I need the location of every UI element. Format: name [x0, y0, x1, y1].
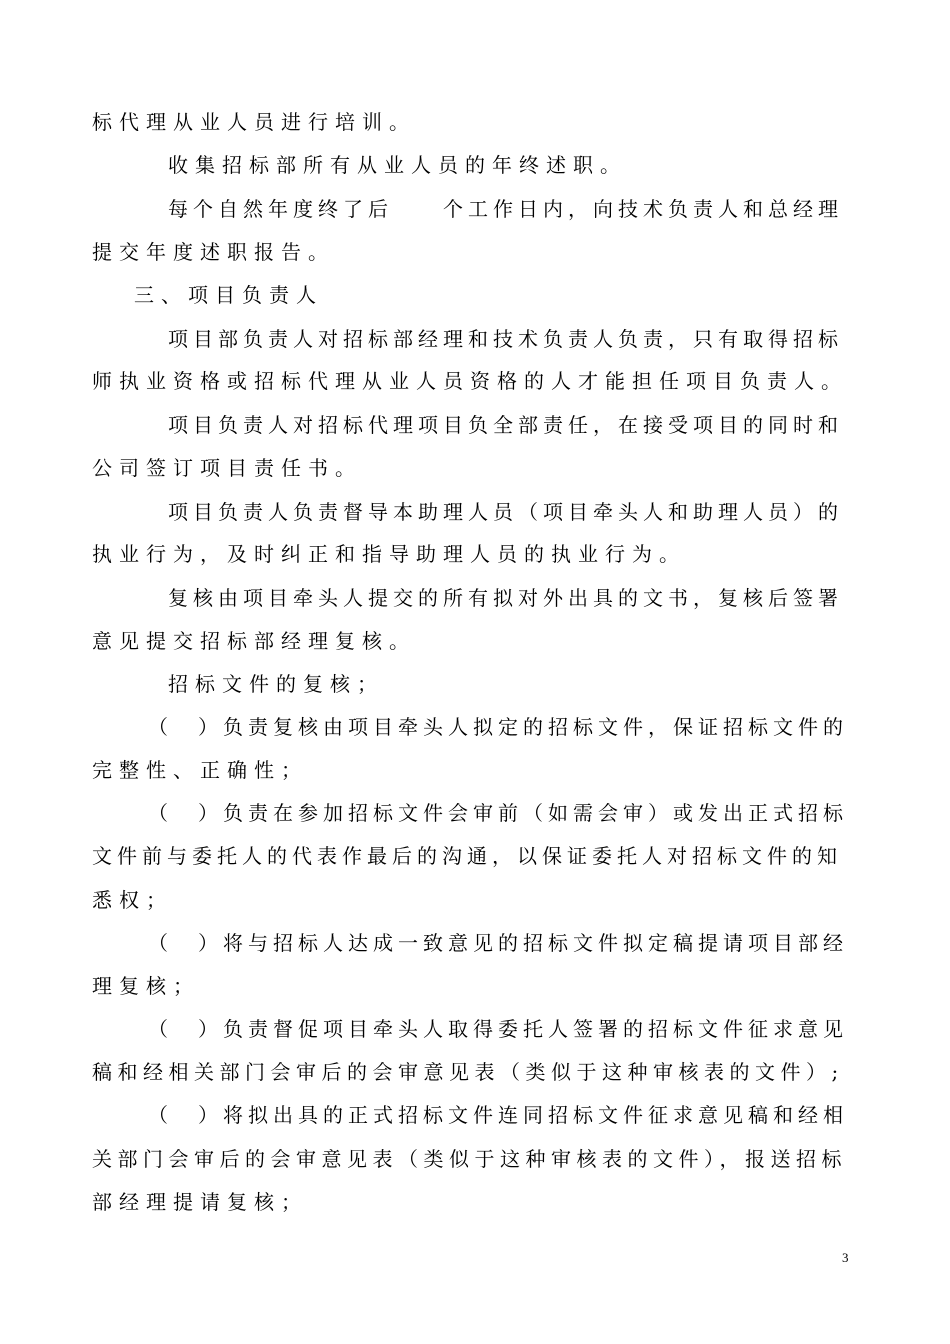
text-line: 复核由项目牵头人提交的所有拟对外出具的文书，复核后签署: [168, 586, 843, 610]
text-line: 师执业资格或招标代理从业人员资格的人才能担任项目负责人。: [92, 369, 848, 393]
text-line: 提交年度述职报告。: [92, 240, 335, 264]
text-line: 项目负责人对招标代理项目负全部责任，在接受项目的同时和: [168, 413, 843, 437]
text-line: （ ）将拟出具的正式招标文件连同招标文件征求意见稿和经相: [148, 1103, 848, 1127]
text-line: 关部门会审后的会审意见表（类似于这种审核表的文件），报送招标: [92, 1147, 847, 1171]
text-line: （ ）负责在参加招标文件会审前（如需会审）或发出正式招标: [148, 801, 848, 825]
page-number: 3: [842, 1250, 849, 1265]
text-line: 悉权；: [92, 888, 173, 912]
text-line: 文件前与委托人的代表作最后的沟通，以保证委托人对招标文件的知: [92, 844, 842, 868]
text-line: 项目负责人负责督导本助理人员（项目牵头人和助理人员）的: [168, 500, 843, 524]
text-line: 部经理提请复核；: [92, 1190, 308, 1214]
text-line: 理复核；: [92, 974, 200, 998]
text-line: 意见提交招标部经理复核。: [92, 629, 416, 653]
text-line: 公司签订项目责任书。: [92, 456, 362, 480]
text-line: 标代理从业人员进行培训。: [92, 110, 416, 134]
text-line: 稿和经相关部门会审后的会审意见表（类似于这种审核表的文件）;: [92, 1060, 844, 1084]
text-line: （ ）负责复核由项目牵头人拟定的招标文件，保证招标文件的: [148, 715, 848, 739]
text-line: 完整性、正确性；: [92, 758, 308, 782]
text-line: 执业行为，及时纠正和指导助理人员的执业行为。: [92, 542, 686, 566]
text-line: 招标文件的复核；: [168, 672, 384, 696]
text-line: （ ）将与招标人达成一致意见的招标文件拟定稿提请项目部经: [148, 931, 848, 955]
text-line: 项目部负责人对招标部经理和技术负责人负责，只有取得招标: [168, 327, 843, 351]
text-line: 每个自然年度终了后 个工作日内，向技术负责人和总经理: [168, 197, 843, 221]
section-heading: 三、项目负责人: [134, 283, 323, 307]
text-line: （ ）负责督促项目牵头人取得委托人签署的招标文件征求意见: [148, 1017, 848, 1041]
text-line: 收集招标部所有从业人员的年终述职。: [168, 153, 627, 177]
